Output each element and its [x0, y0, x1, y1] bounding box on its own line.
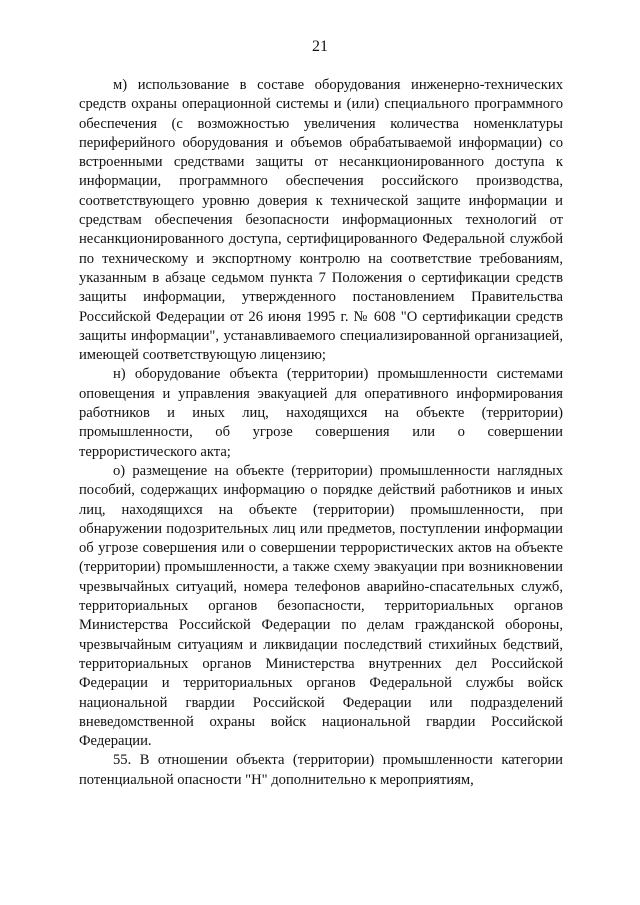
- page-number: 21: [312, 38, 328, 55]
- paragraph-o: о) размещение на объекте (территории) промышленности наглядных пособий, содержащих информацию о порядке действий работников и иных лиц, находящихся на объекте (территории) промышленности, при обнаружении подозрительных лиц или предметов, поступлении информации об угрозе совершения или о совершении террористических актов на объекте (территории) промышленности, а также схему эвакуации при возникновении чрезвычайных ситуаций, номера телефонов аварийно-спасательных служб, территориальных органов безопасности, территориальных органов Министерства Российской Федерации по делам гражданской обороны, чрезвычайным ситуациям и ликвидации последствий стихийных бедствий, территориальных органов Министерства внутренних дел Российской Федерации и территориальных органов Федеральной службы войск национальной гвардии Российской Федерации или подразделений вневедомственной охраны войск национальной гвардии Российской Федерации.: [79, 462, 563, 750]
- paragraph-m: м) использование в составе оборудования инженерно-технических средств охраны операционной системы и (или) специального программного обеспечения (с возможностью увеличения количества номенклатуры периферийного оборудования и объемов обрабатываемой информации) со встроенными средствами защиты от несанкционированного доступа к информации, программного обеспечения российского производства, соответствующего уровню доверия к технической защите информации и средствам обеспечения безопасности информационных технологий от несанкционированного доступа, сертифицированного Федеральной службой по техническому и экспортному контролю на соответствие требованиям, указанным в абзаце седьмом пункта 7 Положения о сертификации средств защиты информации, утвержденного постановлением Правительства Российской Федерации от 26 июня 1995 г. № 608 "О сертификации средств защиты информации", устанавливаемого специализированной организацией, имеющей соответствующую лицензию;: [79, 77, 563, 364]
- paragraph-n: н) оборудование объекта (территории) промышленности системами оповещения и управления эвакуацией для оперативного информирования работников и иных лиц, находящихся на объекте (территории) промышленности, об угрозе совершения или о совершении террористического акта;: [79, 366, 563, 460]
- paragraph-55: 55. В отношении объекта (территории) промышленности категории потенциальной опасности "Н" дополнительно к мероприятиям,: [79, 752, 563, 788]
- document-body: [79, 76, 563, 790]
